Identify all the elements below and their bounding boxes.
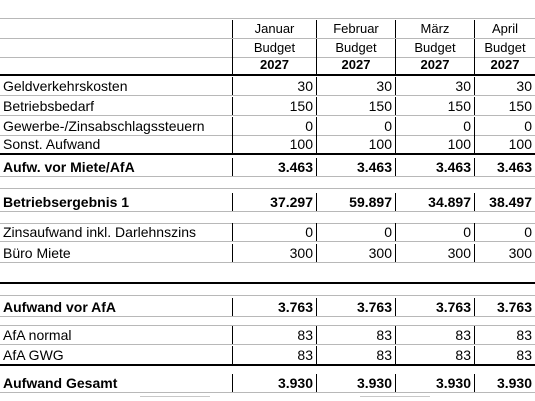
month-februar[interactable]: Februar — [316, 20, 395, 38]
value-cell[interactable]: 83 — [232, 326, 316, 344]
value-cell[interactable]: 300 — [395, 244, 474, 262]
table-row — [0, 115, 535, 136]
table-row — [0, 345, 535, 366]
value-cell[interactable]: 150 — [316, 97, 395, 115]
table-row-total — [0, 372, 535, 393]
table-row-subtotal — [0, 155, 535, 177]
value-cell[interactable]: 30 — [474, 77, 535, 95]
value-cell[interactable]: 3.930 — [474, 374, 535, 392]
budget-label[interactable]: Budget — [474, 39, 535, 57]
value-cell[interactable]: 3.930 — [395, 374, 474, 392]
budget-label[interactable]: Budget — [316, 39, 395, 57]
month-maerz[interactable]: März — [395, 20, 474, 38]
row-label[interactable]: AfA normal — [3, 327, 72, 343]
value-cell[interactable]: 0 — [232, 117, 316, 135]
table-row-subtotal — [0, 296, 535, 317]
value-cell[interactable]: 150 — [474, 97, 535, 115]
table-row — [0, 242, 535, 263]
budget-label[interactable]: Budget — [395, 39, 474, 57]
value-cell[interactable]: 3.763 — [474, 298, 535, 316]
table-row — [0, 326, 535, 345]
value-cell[interactable]: 300 — [316, 244, 395, 262]
row-label[interactable]: Betriebsergebnis 1 — [3, 194, 130, 210]
value-cell[interactable]: 0 — [474, 223, 535, 241]
value-cell[interactable]: 0 — [395, 223, 474, 241]
table-row — [0, 76, 535, 96]
value-cell[interactable]: 100 — [232, 135, 316, 153]
row-label[interactable]: Sonst. Aufwand — [3, 136, 101, 152]
value-cell[interactable]: 83 — [316, 326, 395, 344]
value-cell[interactable]: 150 — [395, 97, 474, 115]
value-cell[interactable]: 100 — [316, 135, 395, 153]
year-label[interactable]: 2027 — [395, 56, 474, 74]
value-cell[interactable]: 0 — [474, 117, 535, 135]
value-cell[interactable]: 0 — [316, 117, 395, 135]
value-cell[interactable]: 300 — [232, 244, 316, 262]
value-cell[interactable]: 0 — [232, 223, 316, 241]
value-cell[interactable]: 3.930 — [316, 374, 395, 392]
value-cell[interactable]: 3.463 — [474, 158, 535, 176]
month-januar[interactable]: Januar — [232, 20, 316, 38]
year-label[interactable]: 2027 — [232, 56, 316, 74]
value-cell[interactable]: 0 — [395, 117, 474, 135]
year-label[interactable]: 2027 — [474, 56, 535, 74]
value-cell[interactable]: 83 — [395, 326, 474, 344]
value-cell[interactable]: 83 — [474, 346, 535, 364]
empty-row — [0, 176, 535, 189]
table-row — [0, 95, 535, 116]
value-cell[interactable]: 3.463 — [316, 158, 395, 176]
value-cell[interactable]: 59.897 — [316, 193, 395, 211]
row-label[interactable]: Betriebsbedarf — [3, 98, 95, 114]
budget-label[interactable]: Budget — [232, 39, 316, 57]
header-year-row — [0, 57, 535, 76]
value-cell[interactable]: 3.463 — [232, 158, 316, 176]
row-label[interactable]: Zinsaufwand inkl. Darlehnszins — [3, 224, 196, 240]
value-cell[interactable]: 3.763 — [316, 298, 395, 316]
value-cell[interactable]: 3.463 — [395, 158, 474, 176]
row-label[interactable]: AfA GWG — [3, 347, 64, 363]
value-cell[interactable]: 83 — [474, 326, 535, 344]
header-budget-row — [0, 38, 535, 58]
value-cell[interactable]: 3.763 — [395, 298, 474, 316]
page-break-mark — [140, 396, 210, 401]
row-label[interactable]: Aufwand vor AfA — [3, 299, 117, 315]
value-cell[interactable]: 83 — [316, 346, 395, 364]
value-cell[interactable]: 3.930 — [232, 374, 316, 392]
empty-row — [0, 317, 535, 326]
value-cell[interactable]: 150 — [232, 97, 316, 115]
header-month-row — [0, 19, 535, 39]
table-row — [0, 223, 535, 242]
row-label[interactable]: Gewerbe-/Zinsabschlagssteuern — [3, 118, 205, 134]
value-cell[interactable]: 34.897 — [395, 193, 474, 211]
value-cell[interactable]: 100 — [395, 135, 474, 153]
value-cell[interactable]: 38.497 — [474, 193, 535, 211]
value-cell[interactable]: 300 — [474, 244, 535, 262]
value-cell[interactable]: 30 — [232, 77, 316, 95]
table-row-subtotal — [0, 189, 535, 212]
page-break-mark — [360, 396, 430, 401]
value-cell[interactable]: 3.763 — [232, 298, 316, 316]
value-cell[interactable]: 100 — [474, 135, 535, 153]
row-label[interactable]: Aufw. vor Miete/AfA — [3, 159, 135, 175]
value-cell[interactable]: 30 — [316, 77, 395, 95]
table-row — [0, 135, 535, 155]
row-label[interactable]: Geldverkehrskosten — [3, 78, 128, 94]
empty-row — [0, 262, 535, 284]
empty-row — [0, 284, 535, 296]
month-april[interactable]: April — [474, 20, 535, 38]
year-label[interactable]: 2027 — [316, 56, 395, 74]
row-label[interactable]: Büro Miete — [3, 245, 71, 261]
row-label[interactable]: Aufwand Gesamt — [3, 375, 118, 391]
value-cell[interactable]: 0 — [316, 223, 395, 241]
value-cell[interactable]: 30 — [395, 77, 474, 95]
header-top-row — [0, 0, 535, 19]
value-cell[interactable]: 83 — [232, 346, 316, 364]
value-cell[interactable]: 37.297 — [232, 193, 316, 211]
value-cell[interactable]: 83 — [395, 346, 474, 364]
